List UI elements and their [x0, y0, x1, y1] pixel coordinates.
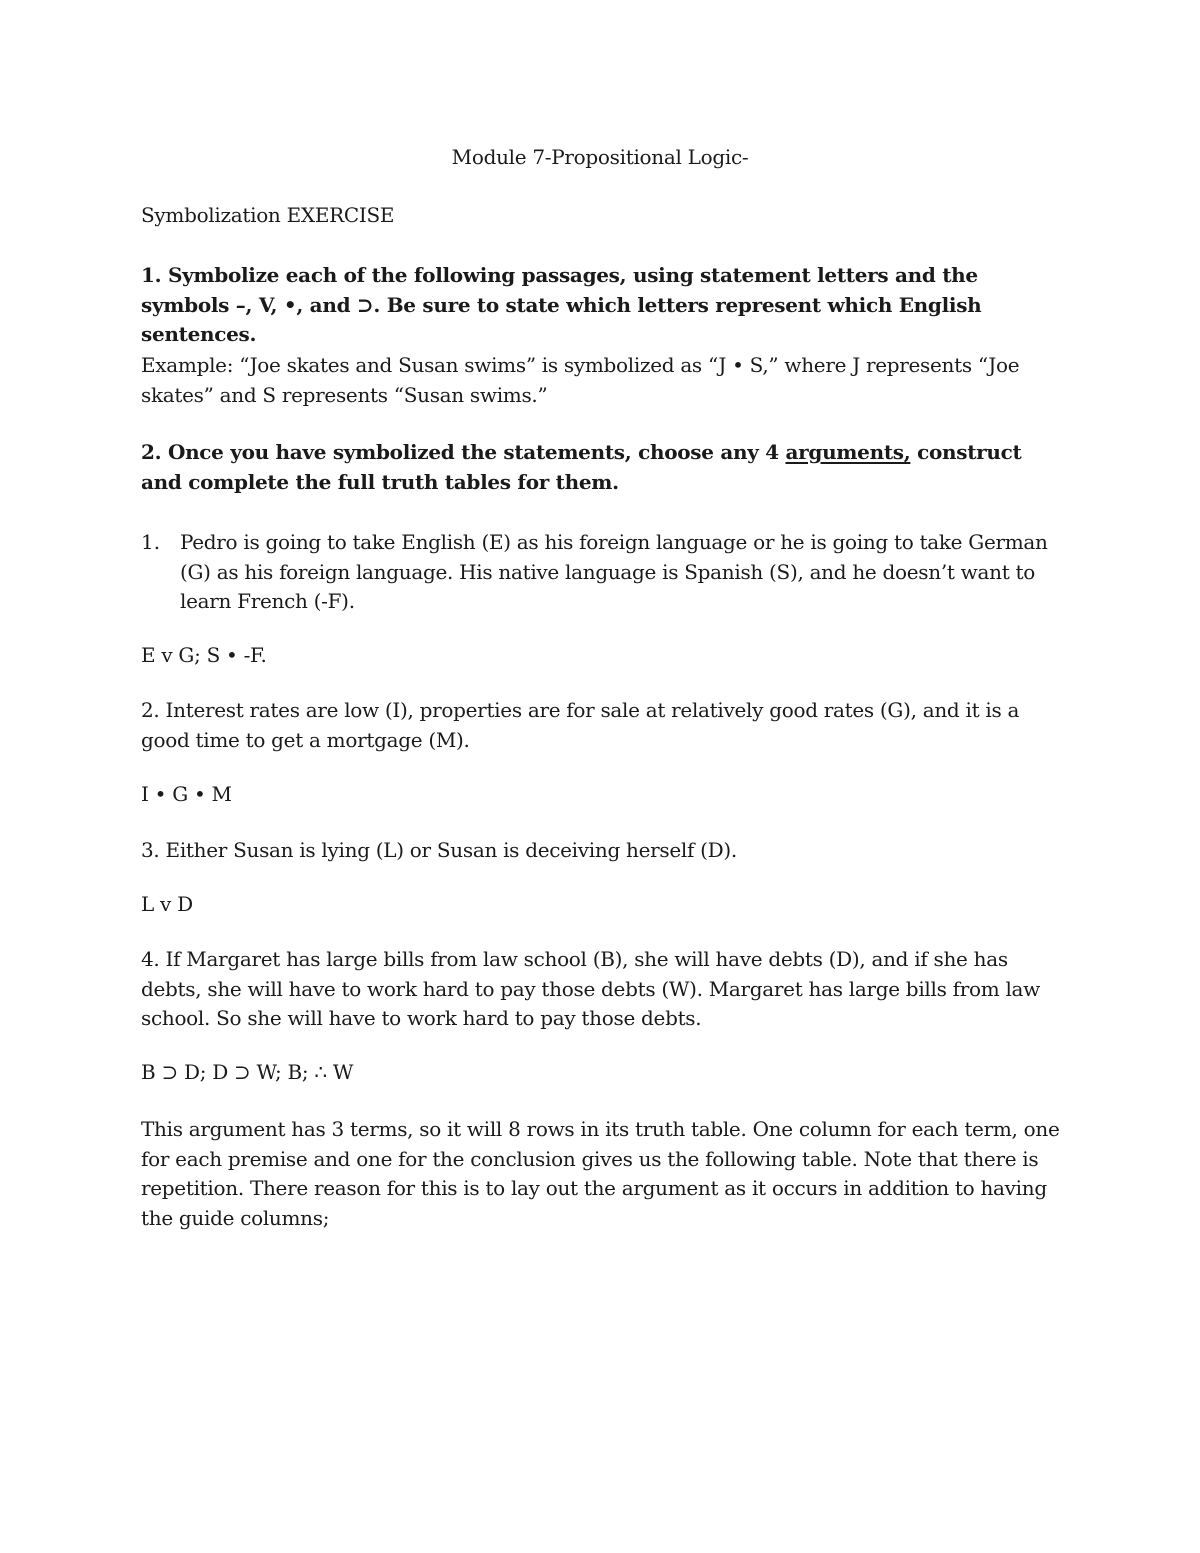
- instruction-2-emphasis: arguments,: [785, 440, 911, 464]
- item-text: 3. Either Susan is lying (L) or Susan is deceiving herself (D).: [141, 838, 737, 862]
- instruction-2-start: 2. Once you have symbolized the statements, choose any 4: [141, 440, 786, 464]
- instruction-2-end: construct and complete the full truth tables for them.: [141, 440, 1022, 494]
- item-symbolization: L v D: [141, 892, 193, 916]
- item-symbolization: B ⊃ D; D ⊃ W; B; ∴ W: [141, 1060, 354, 1084]
- item-text: Pedro is going to take English (E) as his foreign language or he is going to take German (G) as his foreign language. His native language is Spanish (S), and he doesn’t want to learn French (-F).: [180, 530, 1048, 613]
- exercise-heading: Symbolization EXERCISE: [141, 203, 395, 227]
- item-number: 1.: [141, 530, 161, 554]
- example-paragraph: Example: “Joe skates and Susan swims” is symbolized as “J • S,” where J represents “Joe skates” and S represents “Susan swims.”: [141, 353, 1020, 407]
- item-text: 2. Interest rates are low (I), properties are for sale at relatively good rates (G), and it is a good time to get a mortgage (M).: [141, 698, 1020, 752]
- item-text: 4. If Margaret has large bills from law school (B), she will have debts (D), and if she has debts, she will have to work hard to pay those debts (W). Margaret has large bills from law school. So she will have to work hard to pay those debts.: [141, 947, 1040, 1030]
- item-symbolization: I • G • M: [141, 782, 232, 806]
- closing-paragraph: This argument has 3 terms, so it will 8 rows in its truth table. One column for each term, one for each premise and one for the conclusion gives us the following table. Note that there is repetition. There reason for this is to lay out the argument as it occurs in addition to having the guide columns;: [141, 1117, 1060, 1230]
- item-symbolization: E v G; S • -F.: [141, 643, 267, 667]
- page-title: Module 7-Propositional Logic-: [451, 145, 749, 169]
- instruction-2: [141, 438, 1061, 497]
- instruction-1: 1. Symbolize each of the following passages, using statement letters and the symbols –, V, •, and ⊃. Be sure to state which letters represent which English sentences.: [141, 263, 982, 346]
